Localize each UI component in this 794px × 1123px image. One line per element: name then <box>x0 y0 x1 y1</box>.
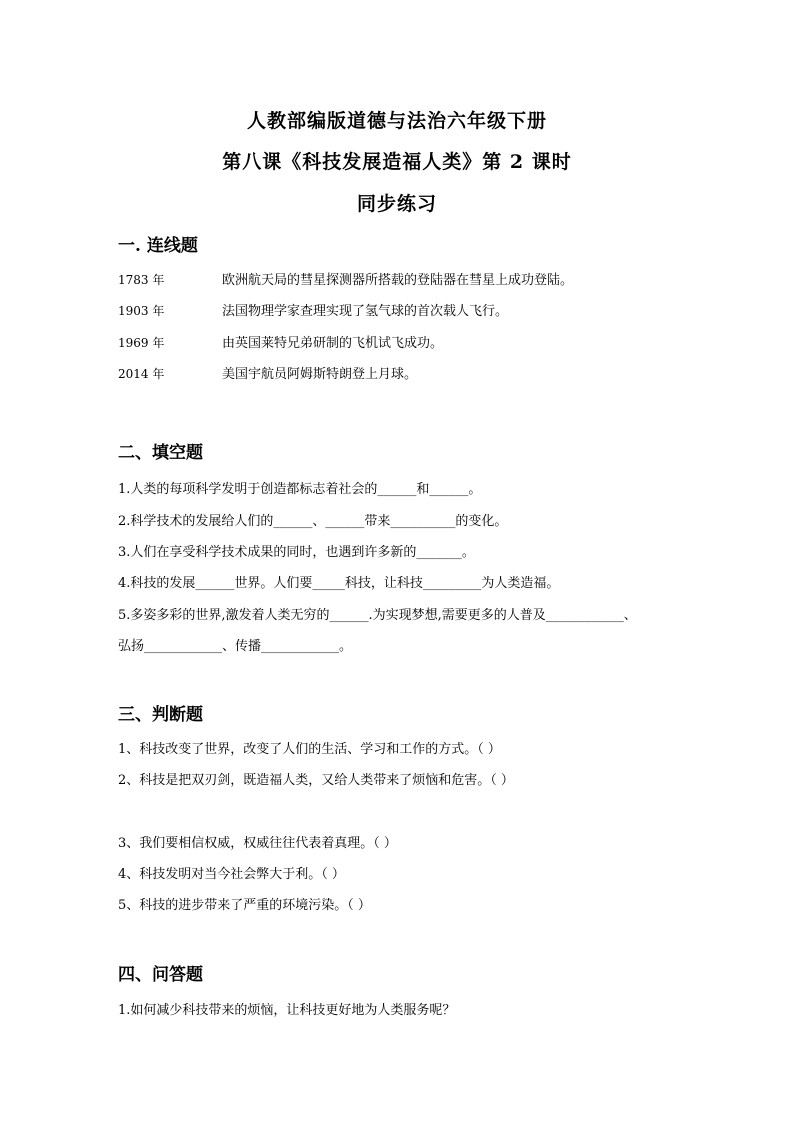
match-year: 1903 年 <box>118 304 165 318</box>
match-event: 美国宇航员阿姆斯特朗登上月球。 <box>222 367 418 382</box>
question-item: 1.如何减少科技带来的烦恼，让科技更好地为人类服务呢？ <box>118 1003 456 1018</box>
true-false-item: 3、我们要相信权威，权威往往代表着真理。（ ） <box>118 836 397 851</box>
fill-blank-item: 1.人类的每项科学发明于创造都标志着社会的______和______。 <box>118 482 482 497</box>
match-event: 由英国莱特兄弟研制的飞机试飞成功。 <box>222 336 444 351</box>
title-line-2: 第八课《科技发展造福人类》第 2 课时 <box>222 151 572 173</box>
section-3-heading: 三、判断题 <box>118 705 203 725</box>
section-1-heading: 一. 连线题 <box>118 236 198 256</box>
match-year: 1783 年 <box>118 273 165 287</box>
match-year: 2014 年 <box>118 367 165 381</box>
match-year: 1969 年 <box>118 336 165 350</box>
fill-blank-item: 2.科学技术的发展给人们的______、______带来__________的变化。 <box>118 514 508 529</box>
match-event: 法国物理学家查理实现了氢气球的首次载人飞行。 <box>222 304 509 319</box>
fill-blank-item: 弘扬____________、传播____________。 <box>118 639 353 654</box>
true-false-item: 2、科技是把双刃剑，既造福人类，又给人类带来了烦恼和危害。（ ） <box>118 773 514 788</box>
fill-blank-item: 3.人们在享受科学技术成果的同时，也遇到许多新的_______。 <box>118 545 475 560</box>
true-false-item: 4、科技发明对当今社会弊大于利。（ ） <box>118 867 345 882</box>
section-4-heading: 四、问答题 <box>118 965 203 985</box>
section-2-heading: 二、填空题 <box>118 443 203 463</box>
true-false-item: 5、科技的进步带来了严重的环境污染。（ ） <box>118 898 371 913</box>
title-line-1: 人教部编版道德与法治六年级下册 <box>246 110 547 132</box>
match-event: 欧洲航天局的彗星探测器所搭载的登陆器在彗星上成功登陆。 <box>222 273 574 288</box>
fill-blank-item: 5.多姿多彩的世界,激发着人类无穷的______.为实现梦想,需要更多的人普及____________、 <box>118 608 637 623</box>
true-false-item: 1、科技改变了世界，改变了人们的生活、学习和工作的方式。（ ） <box>118 742 501 757</box>
title-line-3: 同步练习 <box>356 193 437 215</box>
fill-blank-item: 4.科技的发展______世界。人们要_____科技，让科技_________为人类造福。 <box>118 576 560 591</box>
